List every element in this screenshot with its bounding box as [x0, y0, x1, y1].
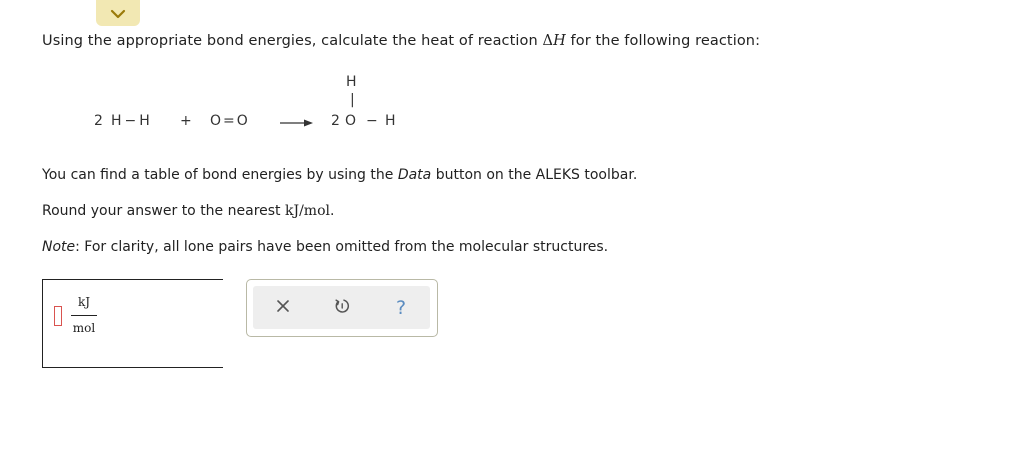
- chevron-down-icon: [110, 4, 126, 23]
- reactant-o2: O=O: [210, 113, 250, 129]
- product-o: O: [345, 113, 357, 129]
- close-icon: [276, 298, 290, 317]
- rounding-instruction: Round your answer to the nearest kJ/mol.: [42, 203, 335, 219]
- plus-sign: +: [180, 113, 192, 129]
- product-bond-vertical: |: [350, 92, 355, 108]
- collapse-tab-button[interactable]: [96, 0, 140, 26]
- undo-icon: [333, 297, 351, 319]
- unit-denominator: mol: [72, 321, 96, 335]
- answer-input[interactable]: [54, 306, 62, 326]
- unit-fraction: [71, 294, 97, 336]
- product-bond-horizontal: −: [366, 113, 378, 129]
- undo-button[interactable]: [322, 286, 362, 329]
- help-icon: ?: [395, 296, 407, 319]
- question-text: Using the appropriate bond energies, calculate the heat of reaction ΔH for the following reaction:: [42, 33, 761, 49]
- clear-button[interactable]: [263, 286, 303, 329]
- product-h-right: H: [385, 113, 396, 129]
- answer-panel: [42, 279, 223, 368]
- reactant-h2: H−H: [111, 113, 153, 129]
- product-h-top: H: [346, 74, 357, 90]
- data-instruction: You can find a table of bond energies by using the Data button on the ALEKS toolbar.: [42, 167, 638, 183]
- fraction-bar: [71, 315, 97, 316]
- coefficient-h2: 2: [94, 113, 103, 129]
- reaction-arrow-icon: [280, 116, 314, 132]
- unit-numerator: kJ: [77, 295, 91, 309]
- answer-toolbar: [246, 279, 438, 337]
- toolbar-inner: [253, 286, 430, 329]
- coefficient-h2o: 2: [331, 113, 340, 129]
- note-text: Note: For clarity, all lone pairs have been omitted from the molecular structures.: [42, 239, 609, 255]
- help-button[interactable]: [381, 286, 421, 329]
